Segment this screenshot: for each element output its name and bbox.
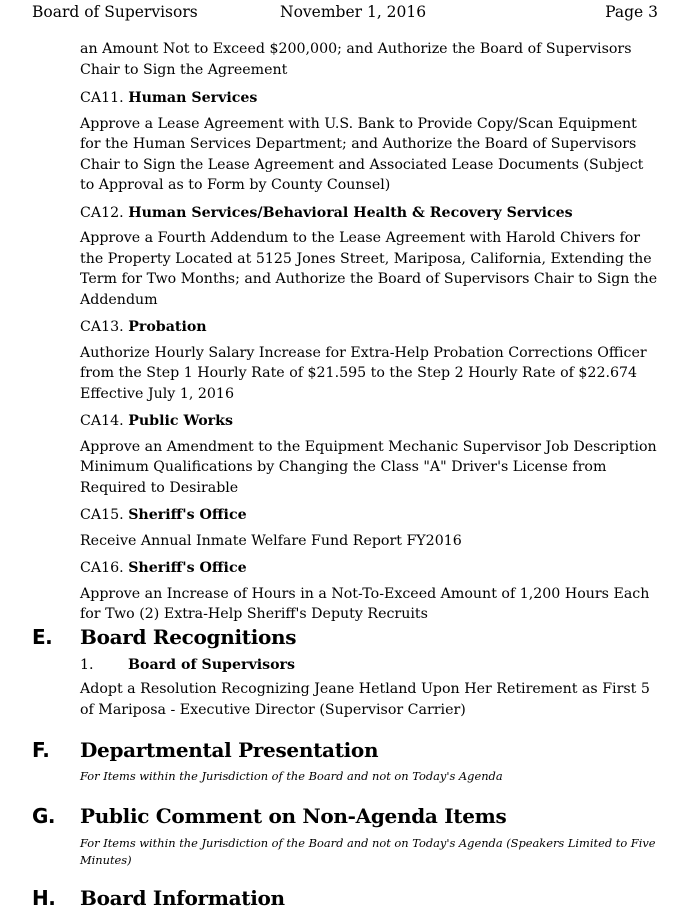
item-number: CA12. [80,204,124,221]
agenda-item-ca16 [80,558,660,625]
section-title: Board Information [80,886,285,910]
section-title: Public Comment on Non-Agenda Items [80,804,507,828]
item-description: Approve an Increase of Hours in a Not-To-Exceed Amount of 1,200 Hours Each for Two (2) Extra-Help Sheriff's Deputy Recruits [80,585,650,622]
header-date: November 1, 2016 [280,3,427,21]
agenda-item-ca12 [80,203,660,311]
section-title: Board Recognitions [80,625,297,649]
agenda-item-ca14 [80,411,660,498]
consent-agenda-list [80,39,660,632]
recognition-title: Board of Supervisors [128,657,296,673]
recognition-description: Adopt a Resolution Recognizing Jeane Hetland Upon Her Retirement as First 5 of Mariposa - Executive Director (Supervisor Carrier) [80,681,650,718]
section-subtitle: For Items within the Jurisdiction of the Board and not on Today's Agenda [80,769,503,783]
item-department: Sheriff's Office [128,507,247,523]
continued-item-text: an Amount Not to Exceed $200,000; and Authorize the Board of Supervisors Chair to Sign the Agreement [80,41,632,78]
agenda-item-ca15 [80,505,660,551]
item-description: Authorize Hourly Salary Increase for Extra-Help Probation Corrections Officer from the Step 1 Hourly Rate of $21.595 to the Step 2 Hourly Rate of $22.674 Effective July 1, 2016 [80,344,647,402]
item-heading [80,203,660,224]
item-department: Human Services [128,90,258,106]
item-description: Approve a Lease Agreement with U.S. Bank to Provide Copy/Scan Equipment for the Human Services Department; and Authorize the Board of Supervisors Chair to Sign the Lease Agreement and Associated Lease Documents (Subject to Approval as to Form by County Counsel) [80,115,644,193]
item-number: CA16. [80,560,124,576]
item-department: Human Services/Behavioral Health & Recovery Services [128,204,573,221]
section-letter: G. [32,804,56,828]
item-heading [80,88,660,109]
section-subtitle: For Items within the Jurisdiction of the Board and not on Today's Agenda (Speakers Limited to Five Minutes) [80,836,656,867]
item-heading [80,505,660,526]
section-letter: F. [32,738,50,762]
section-title: Departmental Presentation [80,738,379,762]
item-department: Sheriff's Office [128,560,247,576]
item-number: CA14. [80,413,124,429]
page-header [32,3,658,23]
item-description: Receive Annual Inmate Welfare Fund Report FY2016 [80,532,462,549]
header-board-name: Board of Supervisors [32,3,198,21]
item-heading [80,558,660,579]
agenda-item-ca11 [80,88,660,196]
item-heading [80,317,660,338]
item-number: CA11. [80,90,124,106]
section-letter: H. [32,886,56,910]
section-letter: E. [32,625,53,649]
item-description: Approve an Amendment to the Equipment Mechanic Supervisor Job Description Minimum Qualifications by Changing the Class "A" Driver's License from Required to Desirable [80,438,657,496]
item-number: CA13. [80,319,124,335]
agenda-item-ca13 [80,317,660,404]
recognition-number: 1. [80,657,94,673]
item-department: Public Works [128,413,233,429]
item-description: Approve a Fourth Addendum to the Lease Agreement with Harold Chivers for the Property Located at 5125 Jones Street, Mariposa, California, Extending the Term for Two Months; and Authorize the Board of Supervisors Chair to Sign the Addendum [80,230,658,308]
item-heading [80,411,660,432]
item-department: Probation [128,319,207,335]
item-number: CA15. [80,507,124,523]
header-page-number: Page 3 [605,3,658,21]
